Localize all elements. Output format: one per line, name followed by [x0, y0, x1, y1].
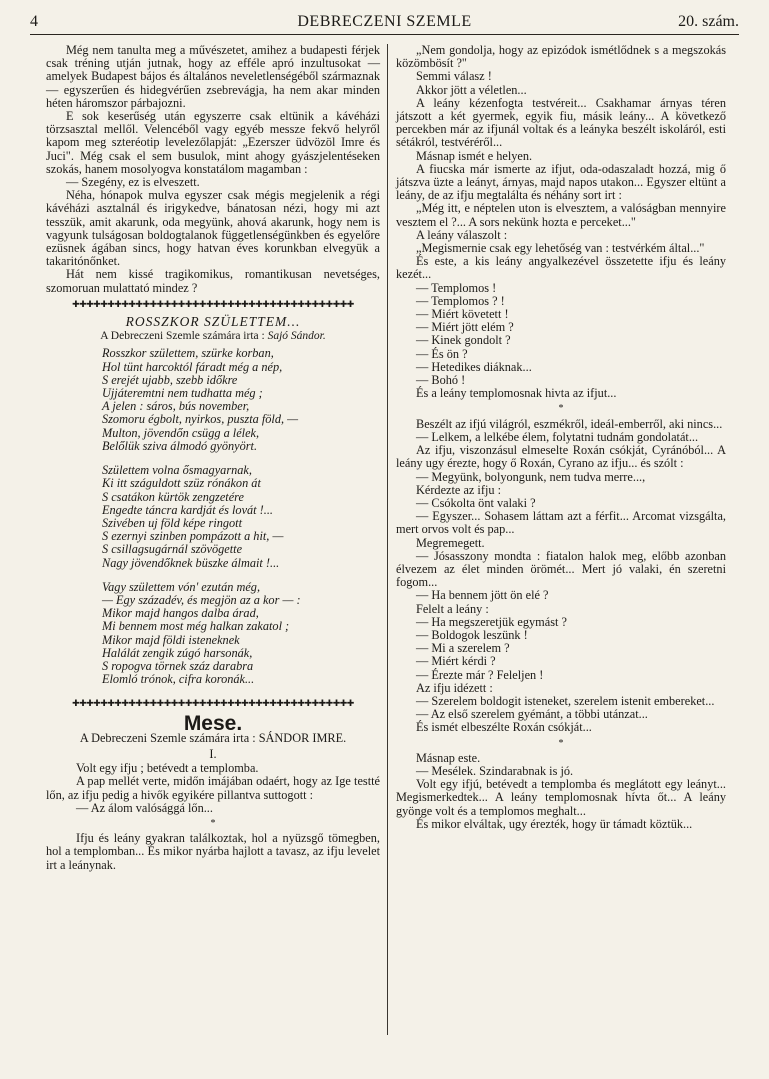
paragraph: — Szegény, ez is elveszett. [66, 175, 200, 190]
poem-title: ROSSZKOR SZÜLETTEM... [125, 314, 301, 330]
paragraph: Volt egy ifju ; betévedt a templomba. [76, 761, 259, 776]
section-star: * [558, 737, 564, 749]
verse-line: — Egy századév, és megjön az a kor — : [102, 592, 301, 607]
verse-line: Mikor majd hangos dalba árad, [102, 606, 259, 621]
paragraph: Beszélt az ifjú világról, eszmékről, ideál-emberről, aki nincs... [416, 416, 723, 431]
story-part-1 [46, 762, 380, 815]
paragraph: Az ifju, viszonzásul elmeselte Roxán csókját, Cyránóból... A leány ugy érezte, hogy ő Roxán, Cyrano az ifju... és szólt : [396, 443, 726, 471]
verse-line: Mikor majd földi isteneknek [102, 632, 240, 647]
paragraph: Néha, hónapok mulva egyszer csak mégis megjelenik a régi kávéházi asztalnál és irigykedve, bánatosan nézi, hogy mi azt tesszük, amit akarunk, oda megyünk, ahová akarunk, hogy nem is vagyunk tulságosan boldogtalanok függetlenségünkben és egyelőre ezüsnek ágában sincs, hogy hatvan éves korunkban elvegyük a takaritónőnket. [46, 188, 380, 269]
verse-line: S ezernyi szinben pompázott a hit, — [102, 529, 284, 544]
paragraph: Másnap este. [416, 750, 481, 765]
ornament-divider: ✚✚✚✚✚✚✚✚✚✚✚✚✚✚✚✚✚✚✚✚✚✚✚✚✚✚✚✚✚✚✚✚✚✚✚✚✚✚✚✚ [72, 698, 354, 709]
dialogue-line: — Miért kérdi ? [416, 654, 496, 669]
poem-body [102, 347, 380, 686]
paragraph: És a leány templomosnak hivta az ifjut... [416, 386, 617, 401]
story-part-2 [46, 832, 380, 872]
verse-line: A jelen : sáros, bús november, [102, 399, 250, 414]
issue-number: 20. szám. [678, 13, 739, 30]
publication-title: DEBRECZENI SZEMLE [297, 13, 472, 30]
paragraph: Másnap ismét e helyen. [416, 148, 533, 163]
verse-line: Belőlük sziva álmodó gyönyört. [102, 438, 258, 453]
dialogue-line: — Boldogok leszünk ! [416, 627, 528, 642]
dialogue-line: — És ön ? [416, 346, 468, 361]
verse-line: S ropogva törnek száz darabra [102, 658, 254, 673]
dialogue-line: — Ha megszeretjük egymást ? [416, 614, 567, 629]
dialogue-line: — Lelkem, a lelkébe élem, folytatni tudnám gondolatát... [416, 429, 699, 444]
paragraph: „Megismernie csak egy lehetőség van : testvérkém által..." [416, 241, 705, 256]
verse-line: Engedte táncra kardját és lovát !... [102, 502, 273, 517]
verse-line: S csatákon kürtök zengzetére [102, 489, 244, 504]
paragraph: — Az álom valósággá lőn... [76, 800, 213, 815]
paragraph: Felelt a leány : [416, 601, 489, 616]
paragraph: Megremegett. [416, 535, 485, 550]
dialogue-line: — Mesélek. Szindarabnak is jó. [416, 763, 574, 778]
dialogue-line: — Templomos ? ! [416, 293, 505, 308]
paragraph: E sok keserűség után egyszerre csak eltünik a kávéházi törzsasztal mellől. Velencéből vagy egyéb messze fekvő helyről kapom meg szteréotip levelezőlapját: „Ezerszer üdvözöl Imre és Juci". Még csak el sem busulok, mint ahogy gyászjelentéseken szokás, hanem mosolyogva konstatálom magamban : [46, 109, 380, 176]
verse-line: Multon, jövendőn csügg a lélek, [102, 425, 260, 440]
dialogue-line: — Szerelem boldogit isteneket, szerelem istenit embereket... [416, 693, 715, 708]
paragraph: És este, a kis leány angyalkezével összetette ifju és leány kezét... [396, 254, 726, 282]
paragraph: A leány kézenfogta testvéreit... Csakhamar árnyas téren játszott a két gyermek, egyik fiu, másik leány... A következő percekben már az ifjunál voltak és a leányka beszélt iskoláról, esti sétákról, testvéréről... [396, 95, 726, 150]
stanza [102, 464, 380, 570]
paragraph: Hát nem kissé tragikomikus, romantikusan nevetséges, szomoruan mulattató mindez ? [46, 267, 380, 295]
story-byline: A Debreczeni Szemle számára irta : SÁNDOR IMRE. [79, 730, 347, 745]
paragraph: Volt egy ifjú, betévedt a templomba és meglátott egy leányt... Megismerkedtek... A leány templomosnak hívta őt... A leány gyönge volt és a templomos meghalt... [396, 777, 726, 818]
verse-line: Születtem volna ősmagyarnak, [102, 463, 252, 478]
paragraph: A fiucska már ismerte az ifjut, oda-odaszaladt hozzá, mig ő játszva üzte a leányt, árnyas, majd napos utakon... Egyszer eltünt a leány, de az ifju megtalálta és néhány sort irt : [396, 161, 726, 203]
dialogue-line: — Megyünk, bolyongunk, nem tudva merre..., [416, 469, 646, 484]
poem-byline [46, 330, 380, 343]
byline-prefix: A Debreczeni Szemle számára irta : [100, 330, 265, 343]
verse-line: S csillagsugárnál szövögette [102, 542, 243, 557]
dialogue-line: — Ha bennem jött ön elé ? [416, 588, 549, 603]
paragraph: Kérdezte az ifju : [416, 482, 502, 497]
verse-line: Szomoru égbolt, nyirkos, puszta föld, — [102, 412, 299, 427]
verse-line: Nagy jövendőknek büszke álmait !... [102, 555, 280, 570]
right-column [396, 44, 726, 831]
ornament-divider: ✚✚✚✚✚✚✚✚✚✚✚✚✚✚✚✚✚✚✚✚✚✚✚✚✚✚✚✚✚✚✚✚✚✚✚✚✚✚✚✚ [72, 298, 354, 309]
poem-author: Sajó Sándor. [267, 330, 326, 343]
dialogue-line: — Miért követett ! [416, 307, 509, 322]
dialogue-line: — Mi a szerelem ? [416, 641, 510, 656]
stanza [102, 347, 380, 453]
story-block-3 [396, 752, 726, 831]
left-column [46, 44, 380, 872]
verse-line: Elomló trónok, cifra koronák... [102, 672, 255, 687]
dialogue-line: — Miért jött elém ? [416, 320, 514, 335]
verse-line: Mi bennem most még halkan zakatol ; [102, 619, 290, 634]
dialogue-line: — Jósasszony mondta : fiatalon halok meg, előbb azonban élvezem az élet minden örömét... Mert jó valaki, én szeretni fogom... [396, 548, 726, 590]
paragraph: És mikor elváltak, ugy érezték, hogy ür támadt köztük... [416, 816, 693, 831]
paragraph: „Még itt, e néptelen uton is elvesztem, a valóságban mennyire vesztem el ?... A sors nekünk hozta e perceket..." [396, 201, 726, 229]
paragraph: A pap mellét verte, midőn imájában odaért, hogy az Ige testté lőn, az ifju pedig a hivők egyikére pillantva suttogott : [46, 774, 380, 802]
dialogue-line: — Egyszer... Sohasem láttam azt a férfit... Arcomat vizsgálta, mert orvos volt és pap... [396, 509, 726, 537]
section-star: * [558, 403, 564, 415]
paragraph: Semmi válasz ! [416, 69, 492, 84]
verse-line: Ujjáteremtni nem tudhatta még ; [102, 386, 263, 401]
verse-line: Rosszkor születtem, szürke korban, [102, 346, 274, 361]
paragraph: „Nem gondolja, hogy az epizódok ismétlődnek s a megszokás közömbösít ?" [396, 43, 726, 71]
dialogue-line: — Érezte már ? Feleljen ! [416, 667, 544, 682]
paragraph: Akkor jött a véletlen... [416, 82, 527, 97]
dialogue-line: — Kinek gondolt ? [416, 333, 511, 348]
paragraph: És ismét elbeszélte Roxán csókját... [416, 720, 592, 735]
page-header [30, 12, 739, 35]
story-block-1 [396, 44, 726, 400]
paragraph: Ifju és leány gyakran találkoztak, hol a nyüzsgő tömegben, hol a templomban... És mikor nyárba hajlott a tavasz, az ifju levelet irt a leánynak. [46, 831, 380, 872]
essay-continuation [46, 44, 380, 295]
story-title: Mese. [183, 711, 243, 735]
dialogue-line: — Bohó ! [416, 373, 466, 388]
dialogue-line: — Csókolta önt valaki ? [416, 495, 536, 510]
section-star: * [210, 817, 216, 829]
section-number: I. [209, 746, 217, 761]
dialogue-line: — Hetedikes diáknak... [416, 359, 532, 374]
verse-line: Hol tünt harcoktól fáradt még a nép, [102, 359, 283, 374]
paragraph: Az ifju idézett : [416, 680, 493, 695]
verse-line: Ki itt száguldott szüz rónákon át [102, 476, 261, 491]
paragraph: Még nem tanulta meg a művészetet, amihez a budapesti férjek csak tréning utján jutnak, hogy az efféle apró inzultusokat — amelyek Budapest bájos és általános neveletlenségéből származnak — egyszerűen és hidegvérűen zsebrevágja, ha nem akar minden héten háromszor párbajozni. [46, 43, 380, 110]
dialogue-line: — Templomos ! [416, 280, 497, 295]
verse-line: Halálát zengik zúgó harsonák, [102, 645, 253, 660]
page-number: 4 [30, 13, 38, 30]
paragraph: A leány válaszolt : [416, 227, 508, 242]
verse-line: Szivében uj föld képe ringott [102, 515, 243, 530]
story-block-2 [396, 418, 726, 735]
dialogue-line: — Az első szerelem gyémánt, a többi utánzat... [416, 707, 648, 722]
column-divider [387, 44, 388, 1035]
stanza [102, 581, 380, 687]
verse-line: Vagy születtem vón' ezután még, [102, 579, 261, 594]
verse-line: S erejét ujabb, szebb időkre [102, 372, 238, 387]
